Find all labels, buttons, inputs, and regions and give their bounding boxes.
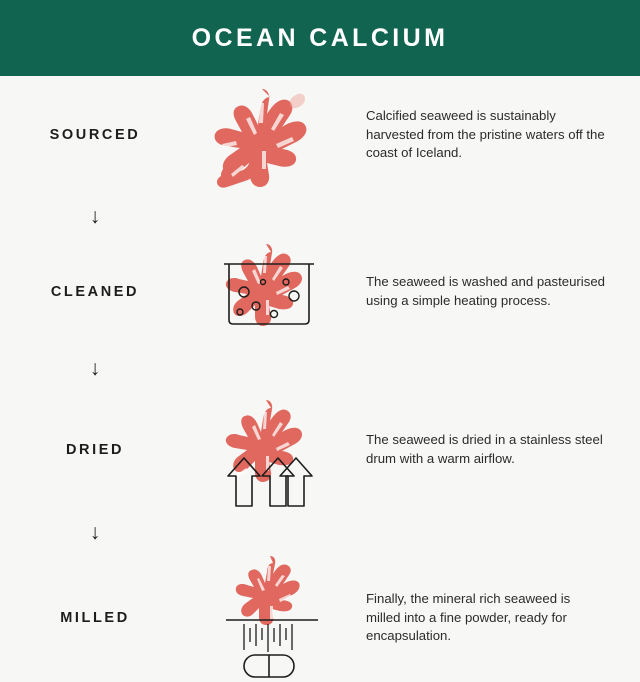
seaweed-icon — [200, 81, 350, 189]
seaweed-milled-into-capsule-icon — [200, 554, 350, 682]
step-description: Finally, the mineral rich seaweed is milled into a fine powder, ready for encapsulation. — [366, 590, 571, 644]
step-label-container — [0, 127, 190, 143]
step-description: The seaweed is dried in a stainless steel drum with a warm airflow. — [366, 432, 603, 466]
step-row — [0, 554, 640, 682]
step-label-container — [0, 284, 190, 300]
step-description: Calcified seaweed is sustainably harvested from the pristine waters off the coast of Iceland. — [366, 107, 605, 161]
arrow-glyph: ↓ — [89, 520, 101, 544]
step-label-container — [0, 610, 190, 626]
step-icon-container — [190, 563, 360, 673]
step-text-container — [360, 107, 640, 163]
process-steps — [0, 76, 640, 682]
step-text-container — [360, 273, 640, 310]
step-row — [0, 238, 640, 346]
connector-row — [0, 510, 640, 554]
step-text-container — [360, 590, 640, 646]
step-label: CLEANED — [50, 284, 140, 300]
step-row — [0, 76, 640, 194]
step-icon-container — [190, 395, 360, 505]
step-label-container — [0, 442, 190, 458]
down-arrow-1 — [0, 206, 190, 227]
step-label: MILLED — [60, 610, 130, 626]
step-text-container — [360, 431, 640, 468]
page-header — [0, 0, 640, 76]
seaweed-in-tank-icon — [200, 238, 350, 346]
connector-row — [0, 194, 640, 238]
step-icon-container — [190, 237, 360, 347]
step-row — [0, 390, 640, 510]
step-description: The seaweed is washed and pasteurised using a simple heating process. — [366, 274, 605, 308]
down-arrow-3 — [0, 522, 190, 543]
page-title: OCEAN CALCIUM — [191, 23, 449, 52]
seaweed-with-airflow-arrows-icon — [200, 396, 350, 504]
arrow-glyph: ↓ — [89, 204, 101, 228]
connector-row — [0, 346, 640, 390]
step-icon-container — [190, 80, 360, 190]
down-arrow-2 — [0, 358, 190, 379]
step-label: SOURCED — [49, 127, 141, 143]
arrow-glyph: ↓ — [89, 356, 101, 380]
step-label: DRIED — [65, 442, 125, 458]
